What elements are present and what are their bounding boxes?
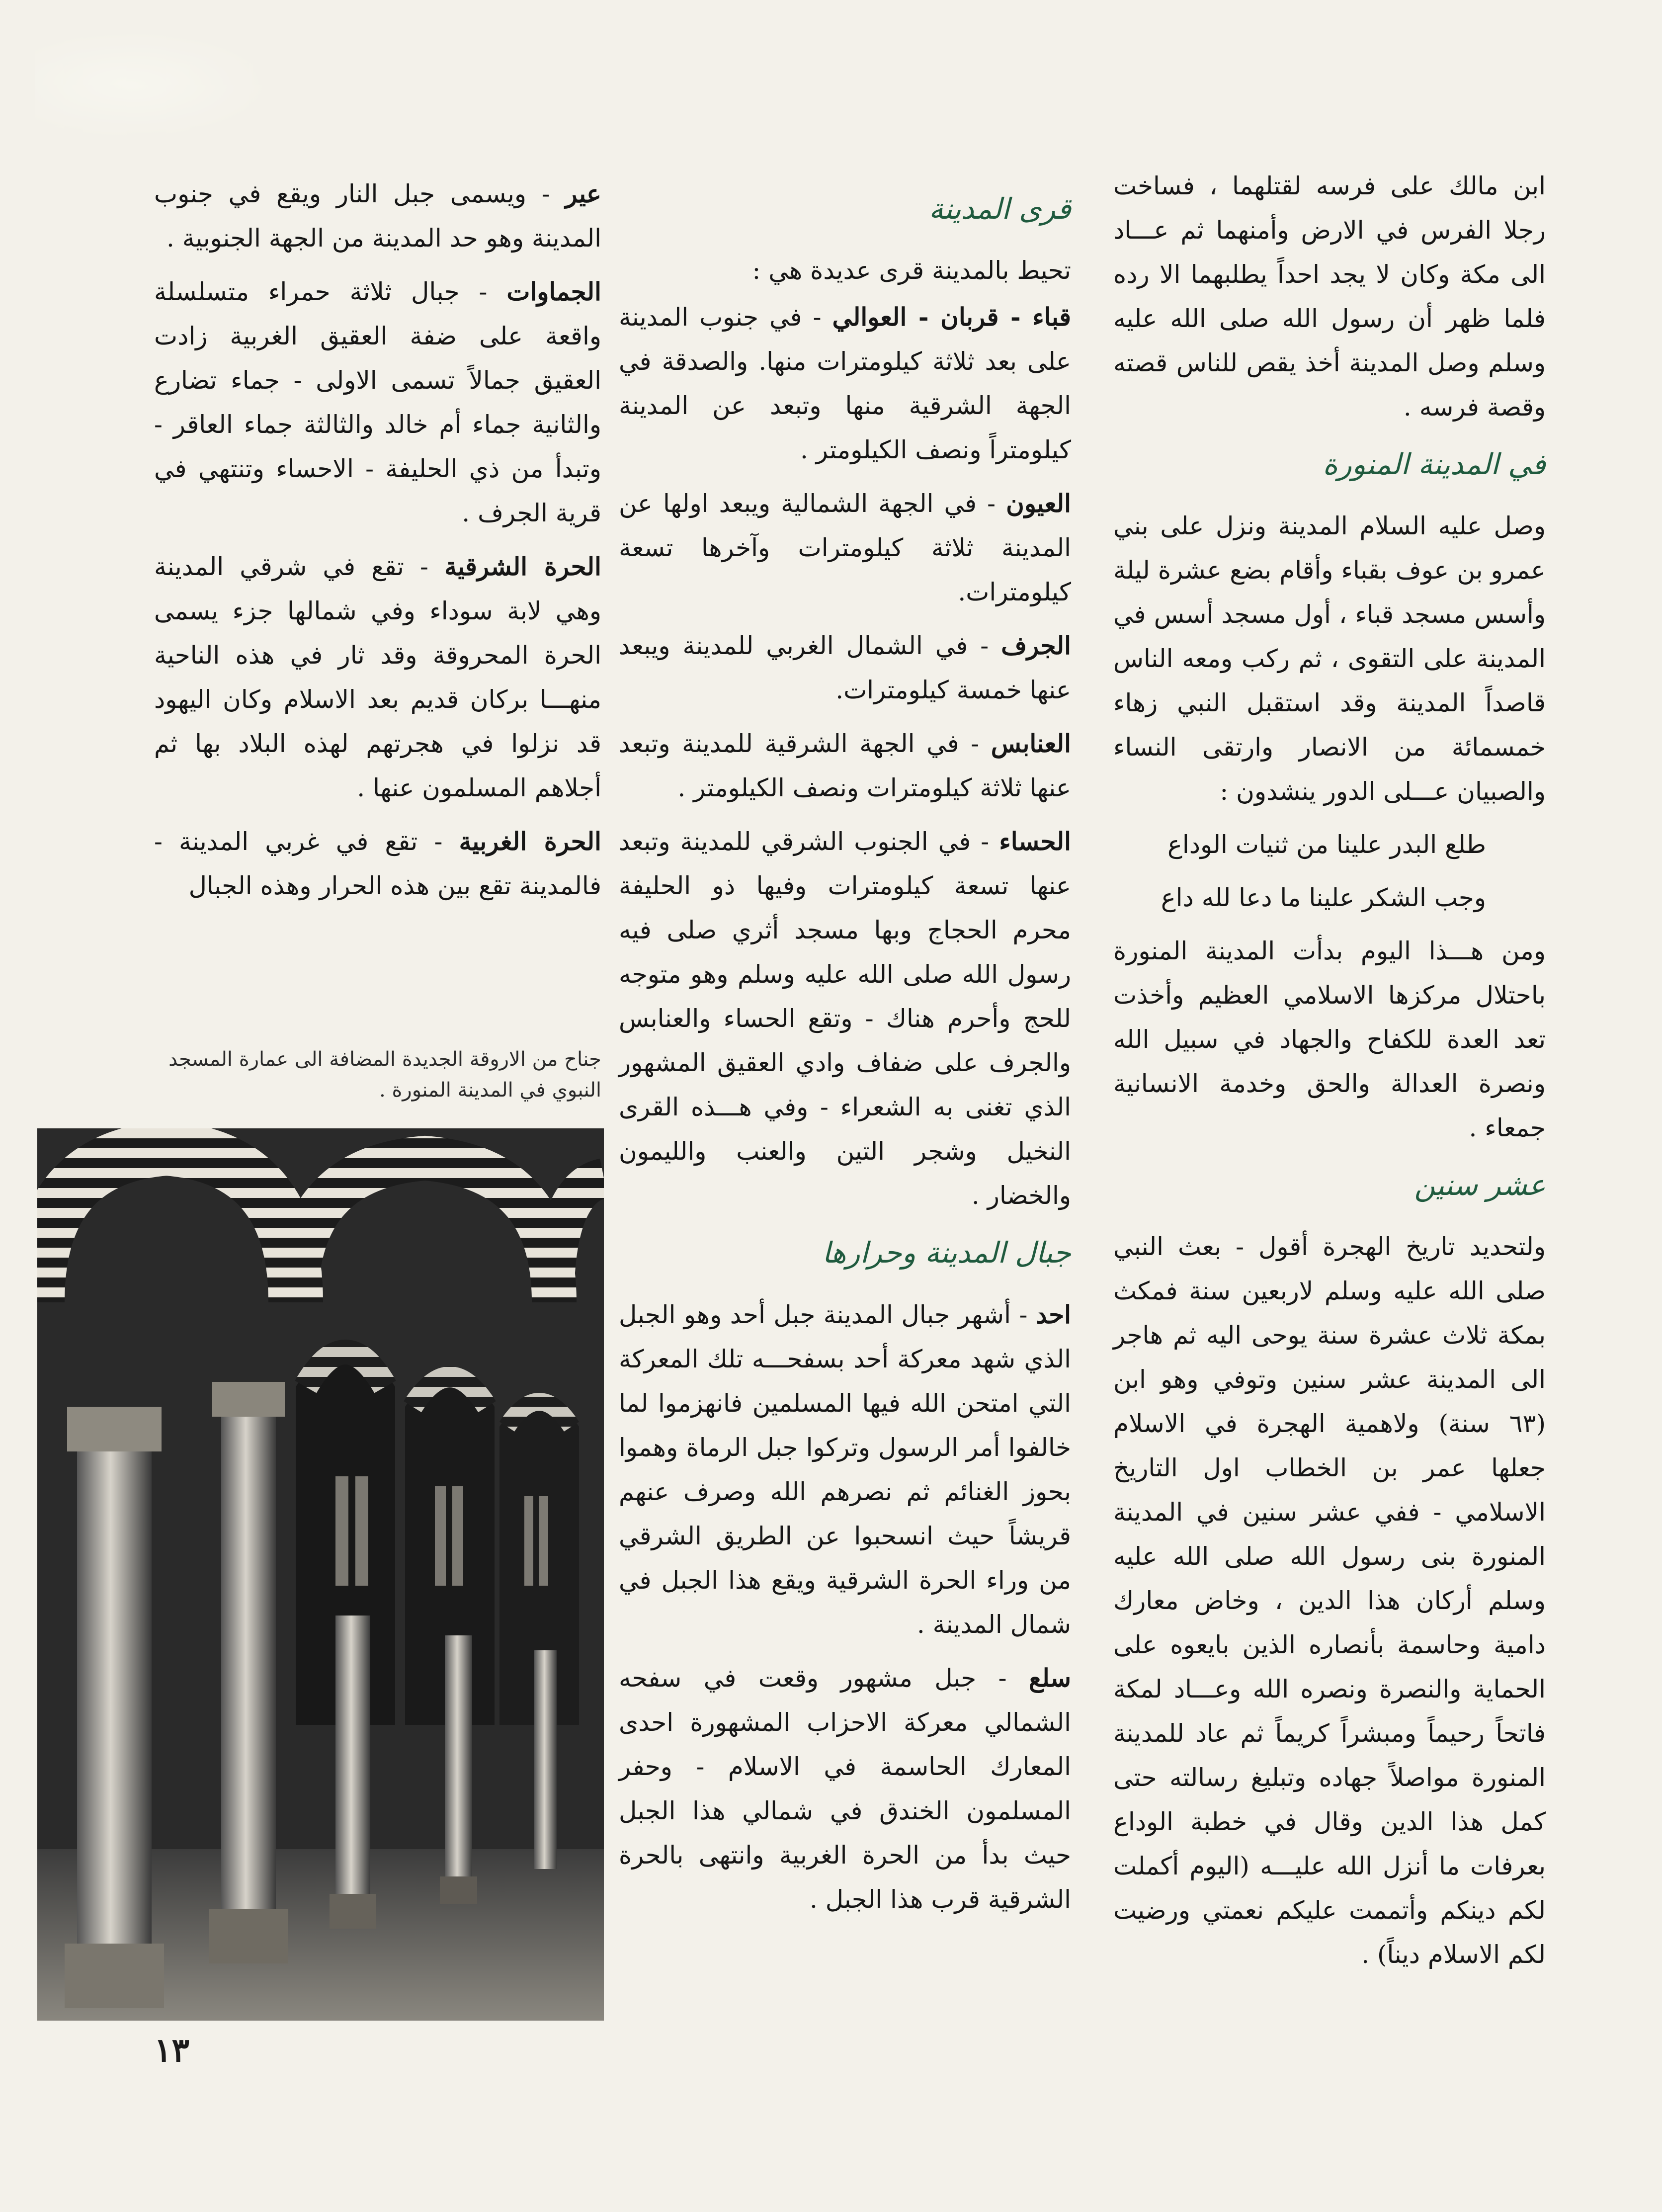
photo-caption: جناح من الاروقة الجديدة المضافة الى عمارة المسجد النبوي في المدينة المنورة .	[168, 1048, 601, 1102]
right-column	[1113, 164, 1546, 1986]
mountain-entry	[154, 269, 601, 535]
mountain-text: - تقع في غربي المدينة - فالمدينة تقع بين هذه الحرار وهذه الجبال	[154, 827, 601, 900]
village-name: العيون	[1006, 489, 1071, 518]
mountain-name: الحرة الغربية	[459, 827, 601, 856]
mountain-name: عير	[565, 179, 601, 208]
mountain-entry	[619, 1656, 1071, 1922]
village-entry	[619, 623, 1071, 712]
village-name: قباء - قربان - العوالي	[832, 302, 1072, 332]
mountain-entry	[619, 1292, 1071, 1647]
mountain-name: سلع	[1028, 1663, 1071, 1693]
mountain-name: احد	[1035, 1300, 1071, 1329]
village-name: الحساء	[999, 827, 1071, 856]
middle-column	[619, 189, 1071, 1931]
village-name: العنابس	[991, 729, 1071, 758]
poem-verse: وجب الشكر علينا ما دعا لله داع	[1161, 883, 1486, 912]
paper-stain	[35, 30, 273, 139]
mountain-name: الجماوات	[506, 277, 601, 306]
mountain-entry	[154, 544, 601, 810]
village-text: - في جنوب المدينة على بعد ثلاثة كيلومترات منها. والصدقة في الجهة الشرقية منها وتبعد عن المدينة كيلومتراً ونصف الكيلومتر .	[619, 303, 1071, 464]
mountain-text: - ويسمى جبل النار ويقع في جنوب المدينة وهو حد المدينة من الجهة الجنوبية .	[154, 179, 601, 253]
section-heading: في المدينة المنورة	[1323, 447, 1546, 481]
village-entry	[619, 481, 1071, 614]
paragraph: ولتحديد تاريخ الهجرة أقول - بعث النبي صلى الله عليه وسلم لاربعين سنة فمكث بمكة ثلاث عشرة سنة يوحى اليه ثم هاجر الى المدينة عشر سنين وتوفي وهو ابن (٦٣ سنة) ولاهمية الهجرة في الاسلام جعلها عمر بن الخطاب اول التاريخ الاسلامي - ففي عشر سنين في المدينة المنورة بنى رسول الله صلى الله عليه وسلم أركان هذا الدين ، وخاض معارك دامية وحاسمة بأنصاره الذين بايعوه على الحماية والنصرة ونصره الله وعـــاد لمكة فاتحاً رحيماً ومبشراً كريماً ثم عاد للمدينة المنورة مواصلاً جهاده وتبليغ رسالته حتى كمل هذا الدين وقال في خطبة الوداع بعرفات ما أنزل الله عليـــه (اليوم أكملت لكم دينكم وأتممت عليكم نعمتي ورضيت لكم الاسلام ديناً) .	[1113, 1232, 1546, 1969]
mountain-text: - جبال ثلاثة حمراء متسلسلة واقعة على ضفة العقيق الغربية زادت العقيق جمالاً تسمى الاولى - جماء تضارع والثانية جماء أم خالد والثالثة جماء العاقر - وتبدأ من ذي الحليفة - الاحساء وتنتهي في قرية الجرف .	[154, 277, 601, 527]
mountain-entry	[154, 819, 601, 908]
section-heading: عشر سنين	[1414, 1168, 1546, 1202]
paragraph: تحيط بالمدينة قرى عديدة هي :	[752, 256, 1071, 285]
paragraph: وصل عليه السلام المدينة ونزل على بني عمرو بن عوف بقباء وأقام بضع عشرة ليلة وأسس مسجد قباء ، أول مسجد أسس في المدينة على التقوى ، ثم ركب ومعه الناس قاصداً المدينة وقد استقبل النبي زهاء خمسمائة من الانصار وارتقى النساء والصبيان عـــلى الدور ينشدون :	[1113, 511, 1546, 806]
village-text: - في الجهة الشمالية ويبعد اولها عن المدينة ثلاثة كيلومترات وآخرها تسعة كيلومترات.	[619, 489, 1071, 606]
village-text: - في الجنوب الشرقي للمدينة وتبعد عنها تسعة كيلومترات وفيها ذو الحليفة محرم الحجاج وبها مسجد أثري صلى فيه رسول الله صلى الله عليه وسلم وهو متوجه للحج وأحرم هناك - وتقع الحساء والعنابس والجرف على ضفاف وادي العقيق المشهور الذي تغنى به الشعراء - وفي هـــذه القرى النخيل وشجر التين والعنب والليمون والخضار .	[619, 827, 1071, 1210]
village-entry	[619, 721, 1071, 810]
village-text: - في الشمال الغربي للمدينة ويبعد عنها خمسة كيلومترات.	[619, 631, 1071, 704]
village-text: - في الجهة الشرقية للمدينة وتبعد عنها ثلاثة كيلومترات ونصف الكيلومتر .	[619, 729, 1071, 802]
left-column	[154, 171, 601, 917]
village-entry	[619, 295, 1071, 472]
mountain-name: الحرة الشرقية	[444, 552, 601, 581]
paragraph: ابن مالك على فرسه لقتلهما ، فساخت رجلا الفرس في الارض وأمنهما ثم عـــاد الى مكة وكان لا يجد احداً يطلبهما الا رده فلما ظهر أن رسول الله صلى الله عليه وسلم وصل المدينة أخذ يقص للناس قصته وقصة فرسه .	[1113, 171, 1546, 422]
mountain-text: - جبل مشهور وقعت في سفحه الشمالي معركة الاحزاب المشهورة احدى المعارك الحاسمة في الاسلام - وحفر المسلمون الخندق في شمالي هذا الجبل حيث بدأ من الحرة الغربية وانتهى بالحرة الشرقية قرب هذا الجبل .	[619, 1664, 1071, 1914]
poem-verse: طلع البدر علينا من ثنيات الوداع	[1167, 830, 1486, 859]
mountain-entry	[154, 171, 601, 260]
page-number: ١٣	[154, 2031, 189, 2069]
arcade-illustration	[37, 1128, 604, 2021]
mountain-text: - أشهر جبال المدينة جبل أحد وهو الجبل الذي شهد معركة أحد بسفحـــه تلك المعركة التي امتحن الله فيها المسلمين فانهزموا لما خالفوا أمر الرسول وتركوا جبل الرماة وهموا بحوز الغنائم ثم نصرهم الله وصرف عنهم قريشاً حيث انسحبوا عن الطريق الشرقي من وراء الحرة الشرقية ويقع هذا الجبل في شمال المدينة .	[619, 1300, 1071, 1639]
village-entry	[619, 819, 1071, 1218]
village-name: الجرف	[1001, 631, 1071, 660]
mountain-text: - تقع في شرقي المدينة وهي لابة سوداء وفي شمالها جزء يسمى الحرة المحروقة وقد ثار في هذه الناحية منهـــا بركان قديم بعد الاسلام وكان اليهود قد نزلوا في هجرتهم لهذه البلاد بها ثم أجلاهم المسلمون عنها .	[154, 552, 601, 802]
section-heading: جبال المدينة وحرارها	[822, 1236, 1071, 1270]
mosque-arcade-photo	[37, 1128, 604, 2021]
paragraph: ومن هـــذا اليوم بدأت المدينة المنورة باحتلال مركزها الاسلامي العظيم وأخذت تعد العدة للكفاح والجهاد في سبيل الله ونصرة العدالة والحق وخدمة الانسانية جمعاء .	[1113, 936, 1546, 1142]
section-heading: قرى المدينة	[928, 192, 1071, 226]
